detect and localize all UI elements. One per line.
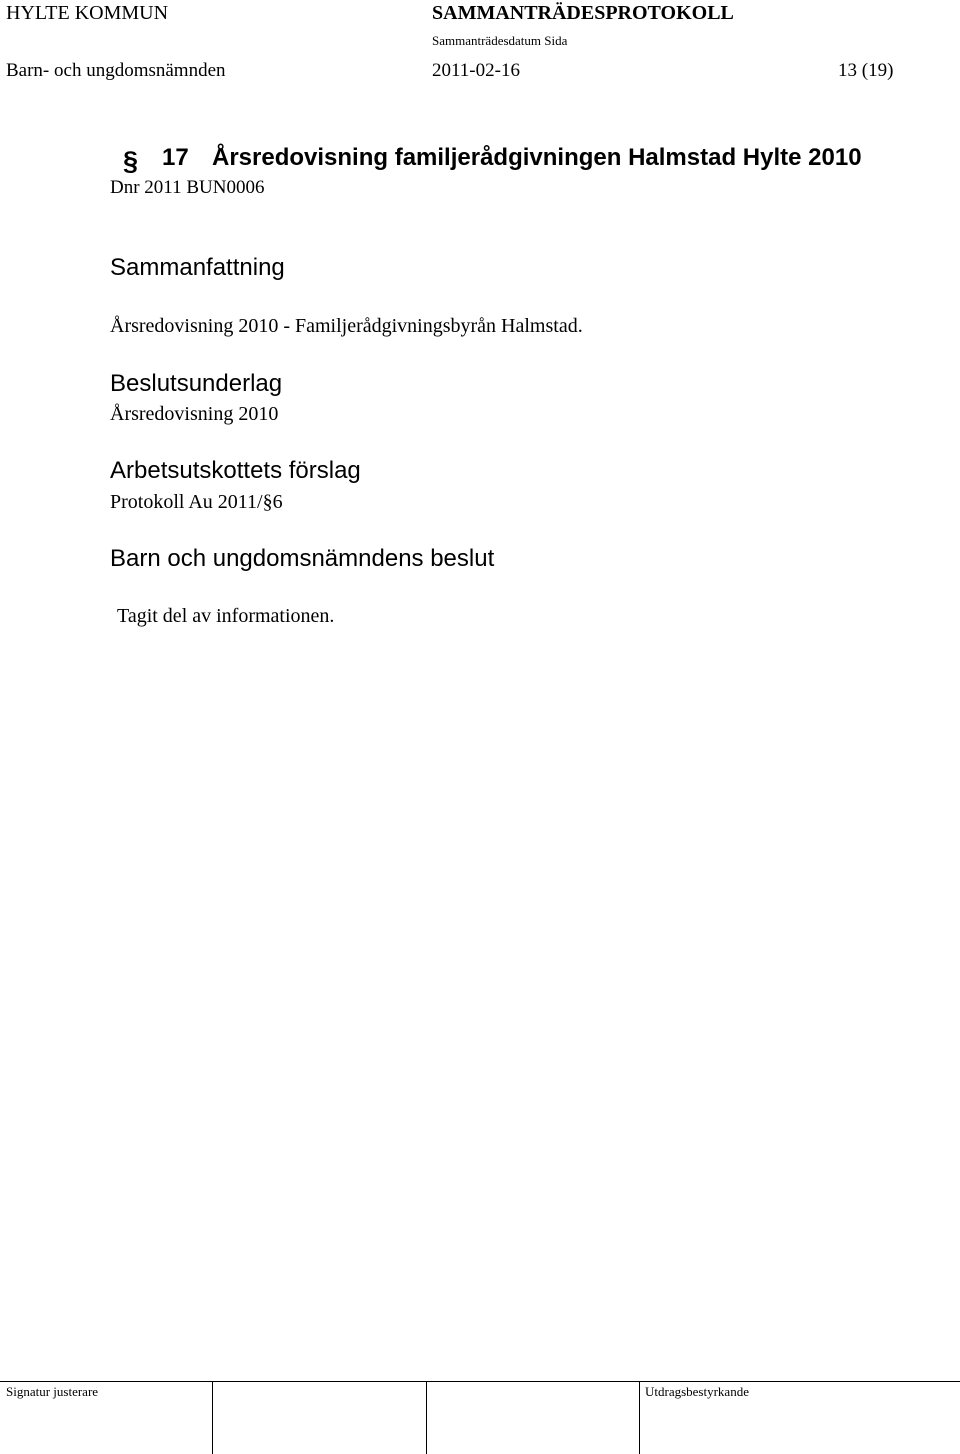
column-labels: Sammanträdesdatum Sida [432, 33, 568, 48]
signature-label: Signatur justerare [6, 1384, 99, 1399]
organization-name: HYLTE KOMMUN [6, 2, 169, 24]
footer-rule [0, 1381, 960, 1382]
section-title: Årsredovisning familjerådgivningen Halmstad Hylte 2010 [212, 144, 862, 171]
committee-name: Barn- och ungdomsnämnden [6, 60, 226, 81]
basis-heading: Beslutsunderlag [110, 370, 283, 397]
decision-text: Tagit del av informationen. [117, 605, 335, 627]
decision-heading: Barn och ungdomsnämndens beslut [110, 545, 495, 572]
footer-divider [426, 1381, 427, 1454]
registration-number: Dnr 2011 BUN0006 [110, 177, 265, 198]
meeting-date: 2011-02-16 [432, 60, 520, 81]
document-type: SAMMANTRÄDESPROTOKOLL [432, 2, 734, 24]
summary-heading: Sammanfattning [110, 254, 285, 281]
footer-divider [639, 1381, 640, 1454]
proposal-heading: Arbetsutskottets förslag [110, 457, 361, 484]
extract-label: Utdragsbestyrkande [645, 1384, 749, 1399]
page-number: 13 (19) [838, 60, 894, 81]
basis-text: Årsredovisning 2010 [110, 403, 279, 425]
section-number: 17 [162, 144, 189, 171]
footer-divider [212, 1381, 213, 1454]
section-symbol: § [123, 146, 139, 176]
proposal-text: Protokoll Au 2011/§6 [110, 491, 283, 513]
summary-text: Årsredovisning 2010 - Familjerådgivningsbyrån Halmstad. [110, 315, 583, 337]
signature-footer [0, 1381, 960, 1454]
